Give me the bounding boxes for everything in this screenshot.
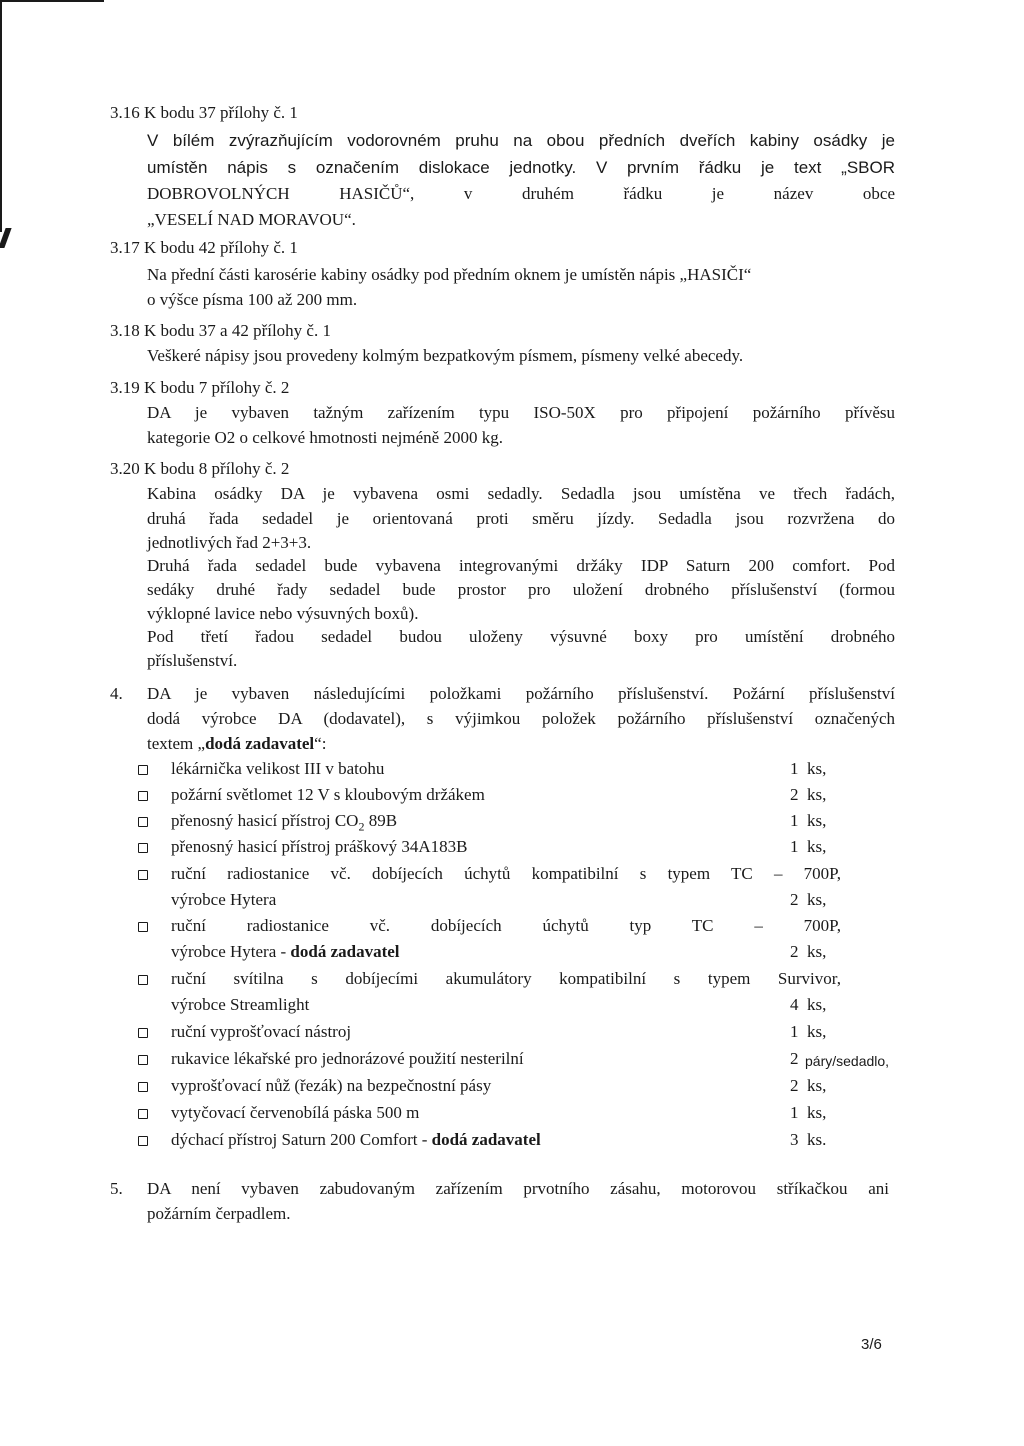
section-4-line-2: dodá výrobce DA (dodavatel), s výjimkou položek požárního příslušenství označených [147, 709, 895, 728]
section-3-20-line-8: příslušenství. [147, 651, 238, 670]
checkbox-item-9[interactable] [138, 1055, 148, 1065]
checkbox-item-3[interactable] [138, 817, 148, 827]
item-3-qty: 1 [790, 811, 799, 830]
item-3-subscript: 2 [358, 819, 365, 834]
section-3-20-line-6: výklopné lavice nebo výsuvných boxů). [147, 604, 419, 623]
item-11-qty: 1 [790, 1103, 799, 1122]
section-3-16-line-4: „VESELÍ NAD MORAVOU“. [147, 210, 356, 229]
section-3-16-heading: 3.16 K bodu 37 přílohy č. 1 [110, 103, 298, 122]
section-4-line-3-bold: dodá zadavatel [205, 734, 315, 753]
item-5-line-2: výrobce Hytera [171, 890, 277, 909]
section-3-16-line-1: V bílém zvýrazňujícím vodorovném pruhu na obou předních dveřích kabiny osádky je [147, 131, 895, 150]
item-10-qty: 2 [790, 1076, 799, 1095]
scan-mark-top [0, 0, 104, 2]
item-2-unit: ks, [807, 785, 827, 804]
item-1-unit: ks, [807, 759, 827, 778]
checkbox-item-6[interactable] [138, 922, 148, 932]
item-8-unit: ks, [807, 1022, 827, 1041]
item-12-name [171, 1130, 541, 1150]
item-6-line-2-bold: dodá zadavatel [290, 942, 400, 961]
section-3-18-line-1: Veškeré nápisy jsou provedeny kolmým bezpatkovým písmem, písmeny velké abecedy. [147, 346, 744, 365]
item-6-unit: ks, [807, 942, 827, 961]
item-10-unit: ks, [807, 1076, 827, 1095]
item-2-qty: 2 [790, 785, 799, 804]
item-7-line-1: ruční svítilna s dobíjecími akumulátory kompatibilní s typem Survivor, [171, 969, 841, 988]
item-7-unit: ks, [807, 995, 827, 1014]
checkbox-item-4[interactable] [138, 843, 148, 853]
section-3-20-line-2: druhá řada sedadel je orientovaná proti směru jízdy. Sedadla jsou rozvržena do [147, 509, 895, 528]
item-6-line-2-text: výrobce Hytera - [171, 942, 291, 961]
item-9-qty: 2 [790, 1049, 799, 1068]
section-3-19-heading: 3.19 K bodu 7 přílohy č. 2 [110, 378, 290, 397]
section-4-line-3-text: textem „ [147, 734, 206, 753]
section-3-20-line-3: jednotlivých řad 2+3+3. [147, 533, 312, 552]
item-1-qty: 1 [790, 759, 799, 778]
item-4-unit: ks, [807, 837, 827, 856]
section-3-17-heading: 3.17 K bodu 42 přílohy č. 1 [110, 238, 298, 257]
item-3-name-b: 89B [364, 811, 398, 830]
section-4-line-3-end: “: [314, 734, 327, 753]
item-4-qty: 1 [790, 837, 799, 856]
scan-mark-left [0, 0, 2, 232]
checkbox-item-7[interactable] [138, 975, 148, 985]
item-7-qty: 4 [790, 995, 799, 1014]
checkbox-item-11[interactable] [138, 1109, 148, 1119]
item-2-name: požární světlomet 12 V s kloubovým držákem [171, 785, 485, 804]
section-3-17-line-1: Na přední části karosérie kabiny osádky pod předním oknem je umístěn nápis „HASIČI“ [147, 265, 752, 284]
item-12-name-bold: dodá zadavatel [431, 1130, 541, 1149]
item-1-name: lékárnička velikost III v batohu [171, 759, 385, 778]
section-5-line-1: DA není vybaven zabudovaným zařízením prvotního zásahu, motorovou stříkačkou ani [147, 1179, 889, 1198]
checkbox-item-12[interactable] [138, 1136, 148, 1146]
section-3-20-heading: 3.20 K bodu 8 přílohy č. 2 [110, 459, 290, 478]
checkbox-item-5[interactable] [138, 870, 148, 880]
item-6-qty: 2 [790, 942, 799, 961]
item-3-name-a: přenosný hasicí přístroj CO [171, 811, 359, 830]
item-11-unit: ks, [807, 1103, 827, 1122]
item-8-name: ruční vyprošťovací nástroj [171, 1022, 352, 1041]
item-10-name: vyprošťovací nůž (řezák) na bezpečnostní pásy [171, 1076, 492, 1095]
section-3-20-line-5: sedáky druhé řady sedadel bude prostor pro uložení drobného příslušenství (formou [147, 580, 895, 599]
section-4-line-1: DA je vybaven následujícími položkami požárního příslušenství. Požární příslušenství [147, 684, 895, 703]
section-5-line-2: požárním čerpadlem. [147, 1204, 291, 1223]
section-3-18-heading: 3.18 K bodu 37 a 42 přílohy č. 1 [110, 321, 331, 340]
checkbox-item-1[interactable] [138, 765, 148, 775]
section-3-20-line-4: Druhá řada sedadel bude vybavena integrovanými držáky IDP Saturn 200 comfort. Pod [147, 556, 895, 575]
item-12-name-text: dýchací přístroj Saturn 200 Comfort - [171, 1130, 432, 1149]
item-11-name: vytyčovací červenobílá páska 500 m [171, 1103, 420, 1122]
section-3-19-line-2: kategorie O2 o celkové hmotnosti nejméně 2000 kg. [147, 428, 503, 447]
page-number: 3/6 [861, 1336, 882, 1353]
section-3-16-line-2: umístěn nápis s označením dislokace jednotky. V prvním řádku je text „SBOR [147, 158, 895, 177]
item-3-unit: ks, [807, 811, 827, 830]
item-9-name: rukavice lékařské pro jednorázové použití nesterilní [171, 1049, 524, 1068]
section-3-20-line-7: Pod třetí řadou sedadel budou uloženy výsuvné boxy pro umístění drobného [147, 627, 895, 646]
item-6-line-1: ruční radiostanice vč. dobíjecích úchytů typ TC – 700P, [171, 916, 841, 935]
section-3-19-line-1: DA je vybaven tažným zařízením typu ISO-50X pro připojení požárního přívěsu [147, 403, 895, 422]
item-9-unit: páry/sedadlo, [805, 1053, 890, 1069]
item-3-name [171, 811, 397, 836]
section-5-number: 5. [110, 1179, 123, 1198]
item-5-line-1: ruční radiostanice vč. dobíjecích úchytů kompatibilní s typem TC – 700P, [171, 864, 841, 883]
checkbox-item-8[interactable] [138, 1028, 148, 1038]
checkbox-item-10[interactable] [138, 1082, 148, 1092]
section-3-17-line-2: o výšce písma 100 až 200 mm. [147, 290, 358, 309]
item-8-qty: 1 [790, 1022, 799, 1041]
item-5-qty: 2 [790, 890, 799, 909]
item-5-unit: ks, [807, 890, 827, 909]
checkbox-item-2[interactable] [138, 791, 148, 801]
item-6-line-2 [171, 942, 400, 962]
section-3-20-line-1: Kabina osádky DA je vybavena osmi sedadly. Sedadla jsou umístěna ve třech řadách, [147, 484, 895, 503]
section-4-number: 4. [110, 684, 123, 703]
section-3-16-line-3: DOBROVOLNÝCH HASIČŮ“, v druhém řádku je název obce [147, 184, 895, 203]
item-7-line-2: výrobce Streamlight [171, 995, 310, 1014]
section-4-line-3 [147, 734, 326, 754]
item-12-unit: ks. [807, 1130, 827, 1149]
item-12-qty: 3 [790, 1130, 799, 1149]
item-4-name: přenosný hasicí přístroj práškový 34A183B [171, 837, 468, 856]
